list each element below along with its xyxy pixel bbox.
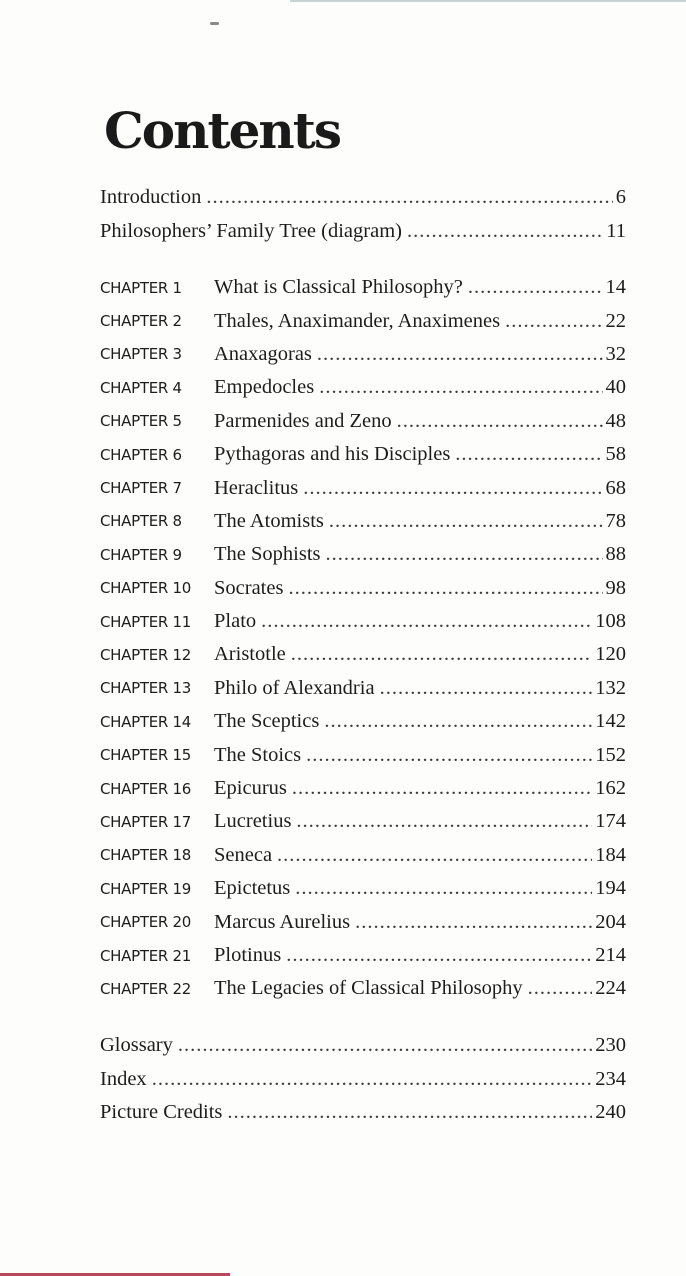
- entry-title: The Legacies of Classical Philosophy: [214, 977, 523, 1000]
- chapter-label: CHAPTER 18: [100, 846, 191, 865]
- page-number: 98: [605, 576, 626, 599]
- chapter-label: CHAPTER 16: [100, 779, 191, 798]
- page-title: Contents: [104, 101, 341, 160]
- chapter-label: CHAPTER 3: [100, 345, 182, 364]
- chapter-label: CHAPTER 10: [100, 579, 191, 598]
- chapter-label: CHAPTER 12: [100, 645, 191, 664]
- dot-leader: [397, 410, 603, 433]
- toc-entry: [100, 1062, 626, 1095]
- toc-entry: [100, 405, 626, 438]
- toc-entry: [100, 338, 626, 371]
- toc-entry: [100, 371, 626, 404]
- entry-title: The Atomists: [214, 509, 324, 532]
- entry-title: Seneca: [214, 843, 273, 866]
- dot-leader: [317, 343, 603, 366]
- dot-leader: [206, 186, 612, 209]
- entry-title: What is Classical Philosophy?: [214, 276, 463, 299]
- page-number: 234: [595, 1067, 626, 1090]
- page-number: 162: [595, 777, 626, 800]
- dot-leader: [286, 944, 592, 967]
- entry-title: Plato: [214, 610, 257, 633]
- chapter-label: CHAPTER 6: [100, 445, 182, 464]
- chapter-label: CHAPTER 2: [100, 312, 182, 331]
- toc-entry: [100, 572, 626, 605]
- page-number: 132: [595, 676, 626, 699]
- chapter-label: CHAPTER 9: [100, 545, 182, 564]
- dot-leader: [303, 477, 602, 500]
- dot-leader: [329, 510, 603, 533]
- entry-title: Thales, Anaximander, Anaximenes: [214, 309, 501, 332]
- chapter-label: CHAPTER 17: [100, 812, 191, 831]
- entry-title: Aristotle: [214, 643, 286, 666]
- toc-entry: [100, 505, 626, 538]
- toc-entry: [100, 972, 626, 1005]
- toc-entry: [100, 214, 626, 247]
- page-number: 174: [595, 810, 626, 833]
- page-number: 22: [605, 309, 626, 332]
- dot-leader: [227, 1101, 592, 1124]
- page-number: 32: [605, 342, 626, 365]
- page-number: 152: [595, 743, 626, 766]
- chapter-label: CHAPTER 1: [100, 278, 182, 297]
- dot-leader: [152, 1068, 593, 1091]
- toc-entry: [100, 1029, 626, 1062]
- dot-leader: [292, 777, 592, 800]
- toc-entry: [100, 839, 626, 872]
- back-matter-list: [100, 1029, 626, 1129]
- dot-leader: [291, 643, 593, 666]
- dot-leader: [326, 543, 603, 566]
- page-number: 48: [605, 409, 626, 432]
- dot-leader: [324, 710, 592, 733]
- chapter-label: CHAPTER 22: [100, 979, 191, 998]
- entry-title: The Sceptics: [214, 710, 320, 733]
- entry-title: Heraclitus: [214, 476, 299, 499]
- dot-leader: [306, 744, 592, 767]
- page-number: 88: [605, 543, 626, 566]
- toc-entry: [100, 872, 626, 905]
- chapter-label: CHAPTER 5: [100, 412, 182, 431]
- entry-title: Introduction: [100, 186, 202, 209]
- entry-title: Epicurus: [214, 777, 287, 800]
- page-number: 142: [595, 710, 626, 733]
- chapter-label: CHAPTER 15: [100, 746, 191, 765]
- page-number: 78: [605, 509, 626, 532]
- dot-leader: [178, 1034, 592, 1057]
- page-number: 224: [595, 977, 626, 1000]
- page-number: 120: [595, 643, 626, 666]
- dot-leader: [295, 877, 592, 900]
- dot-leader: [261, 610, 592, 633]
- entry-title: Glossary: [100, 1034, 173, 1057]
- chapter-label: CHAPTER 21: [100, 946, 191, 965]
- toc-entry: [100, 939, 626, 972]
- dot-leader: [296, 810, 592, 833]
- page-number: 230: [595, 1034, 626, 1057]
- entry-title: Marcus Aurelius: [214, 910, 351, 933]
- dot-leader: [505, 310, 602, 333]
- scan-speck: [210, 22, 219, 25]
- chapter-label: CHAPTER 7: [100, 479, 182, 498]
- chapter-label: CHAPTER 19: [100, 879, 191, 898]
- page-number: 68: [605, 476, 626, 499]
- page-number: 58: [605, 443, 626, 466]
- dot-leader: [528, 977, 593, 1000]
- dot-leader: [288, 577, 602, 600]
- toc-entry: [100, 638, 626, 671]
- entry-title: Socrates: [214, 576, 284, 599]
- toc-entry: [100, 1096, 626, 1129]
- chapter-label: CHAPTER 4: [100, 378, 182, 397]
- chapter-label: CHAPTER 8: [100, 512, 182, 531]
- dot-leader: [407, 220, 603, 243]
- entry-title: Picture Credits: [100, 1100, 223, 1123]
- toc-entry: [100, 181, 626, 214]
- page-number: 184: [595, 843, 626, 866]
- entry-title: Empedocles: [214, 376, 315, 399]
- entry-title: Lucretius: [214, 810, 292, 833]
- entry-title: Pythagoras and his Disciples: [214, 443, 451, 466]
- page-number: 6: [615, 186, 626, 209]
- entry-title: Philosophers’ Family Tree (diagram): [100, 219, 402, 242]
- entry-title: Anaxagoras: [214, 342, 312, 365]
- toc-entry: [100, 672, 626, 705]
- dot-leader: [455, 443, 602, 466]
- toc-entry: [100, 905, 626, 938]
- toc-entry: [100, 805, 626, 838]
- toc-entry: [100, 705, 626, 738]
- page-number: 194: [595, 877, 626, 900]
- dot-leader: [319, 376, 602, 399]
- entry-title: Plotinus: [214, 944, 282, 966]
- page-number: 240: [595, 1100, 626, 1123]
- toc-entry: [100, 471, 626, 504]
- front-matter-list: [100, 181, 626, 248]
- toc-entry: [100, 271, 626, 304]
- chapter-label: CHAPTER 14: [100, 712, 191, 731]
- entry-title: Philo of Alexandria: [214, 676, 375, 699]
- page-number: 40: [605, 376, 626, 399]
- entry-title: The Sophists: [214, 543, 321, 566]
- chapter-label: CHAPTER 11: [100, 612, 191, 631]
- entry-title: Epictetus: [214, 877, 291, 900]
- page-number: 14: [605, 276, 626, 299]
- dot-leader: [380, 677, 593, 700]
- entry-title: Parmenides and Zeno: [214, 409, 392, 432]
- entry-title: Index: [100, 1067, 147, 1090]
- page-number: 214: [595, 944, 626, 966]
- page-number: 108: [595, 610, 626, 633]
- toc-entry: [100, 438, 626, 471]
- toc-entry: [100, 738, 626, 771]
- chapter-label: CHAPTER 20: [100, 913, 191, 932]
- page-number: 204: [595, 910, 626, 933]
- entry-title: The Stoics: [214, 743, 302, 766]
- toc-entry: [100, 538, 626, 571]
- toc-entry: [100, 772, 626, 805]
- chapter-list: [100, 271, 626, 1006]
- dot-leader: [355, 911, 592, 934]
- page-edge-top: [290, 0, 686, 2]
- toc-entry: [100, 304, 626, 337]
- page-number: 11: [606, 219, 626, 242]
- toc-entry: [100, 605, 626, 638]
- chapter-label: CHAPTER 13: [100, 679, 191, 698]
- dot-leader: [468, 276, 603, 299]
- dot-leader: [277, 844, 592, 867]
